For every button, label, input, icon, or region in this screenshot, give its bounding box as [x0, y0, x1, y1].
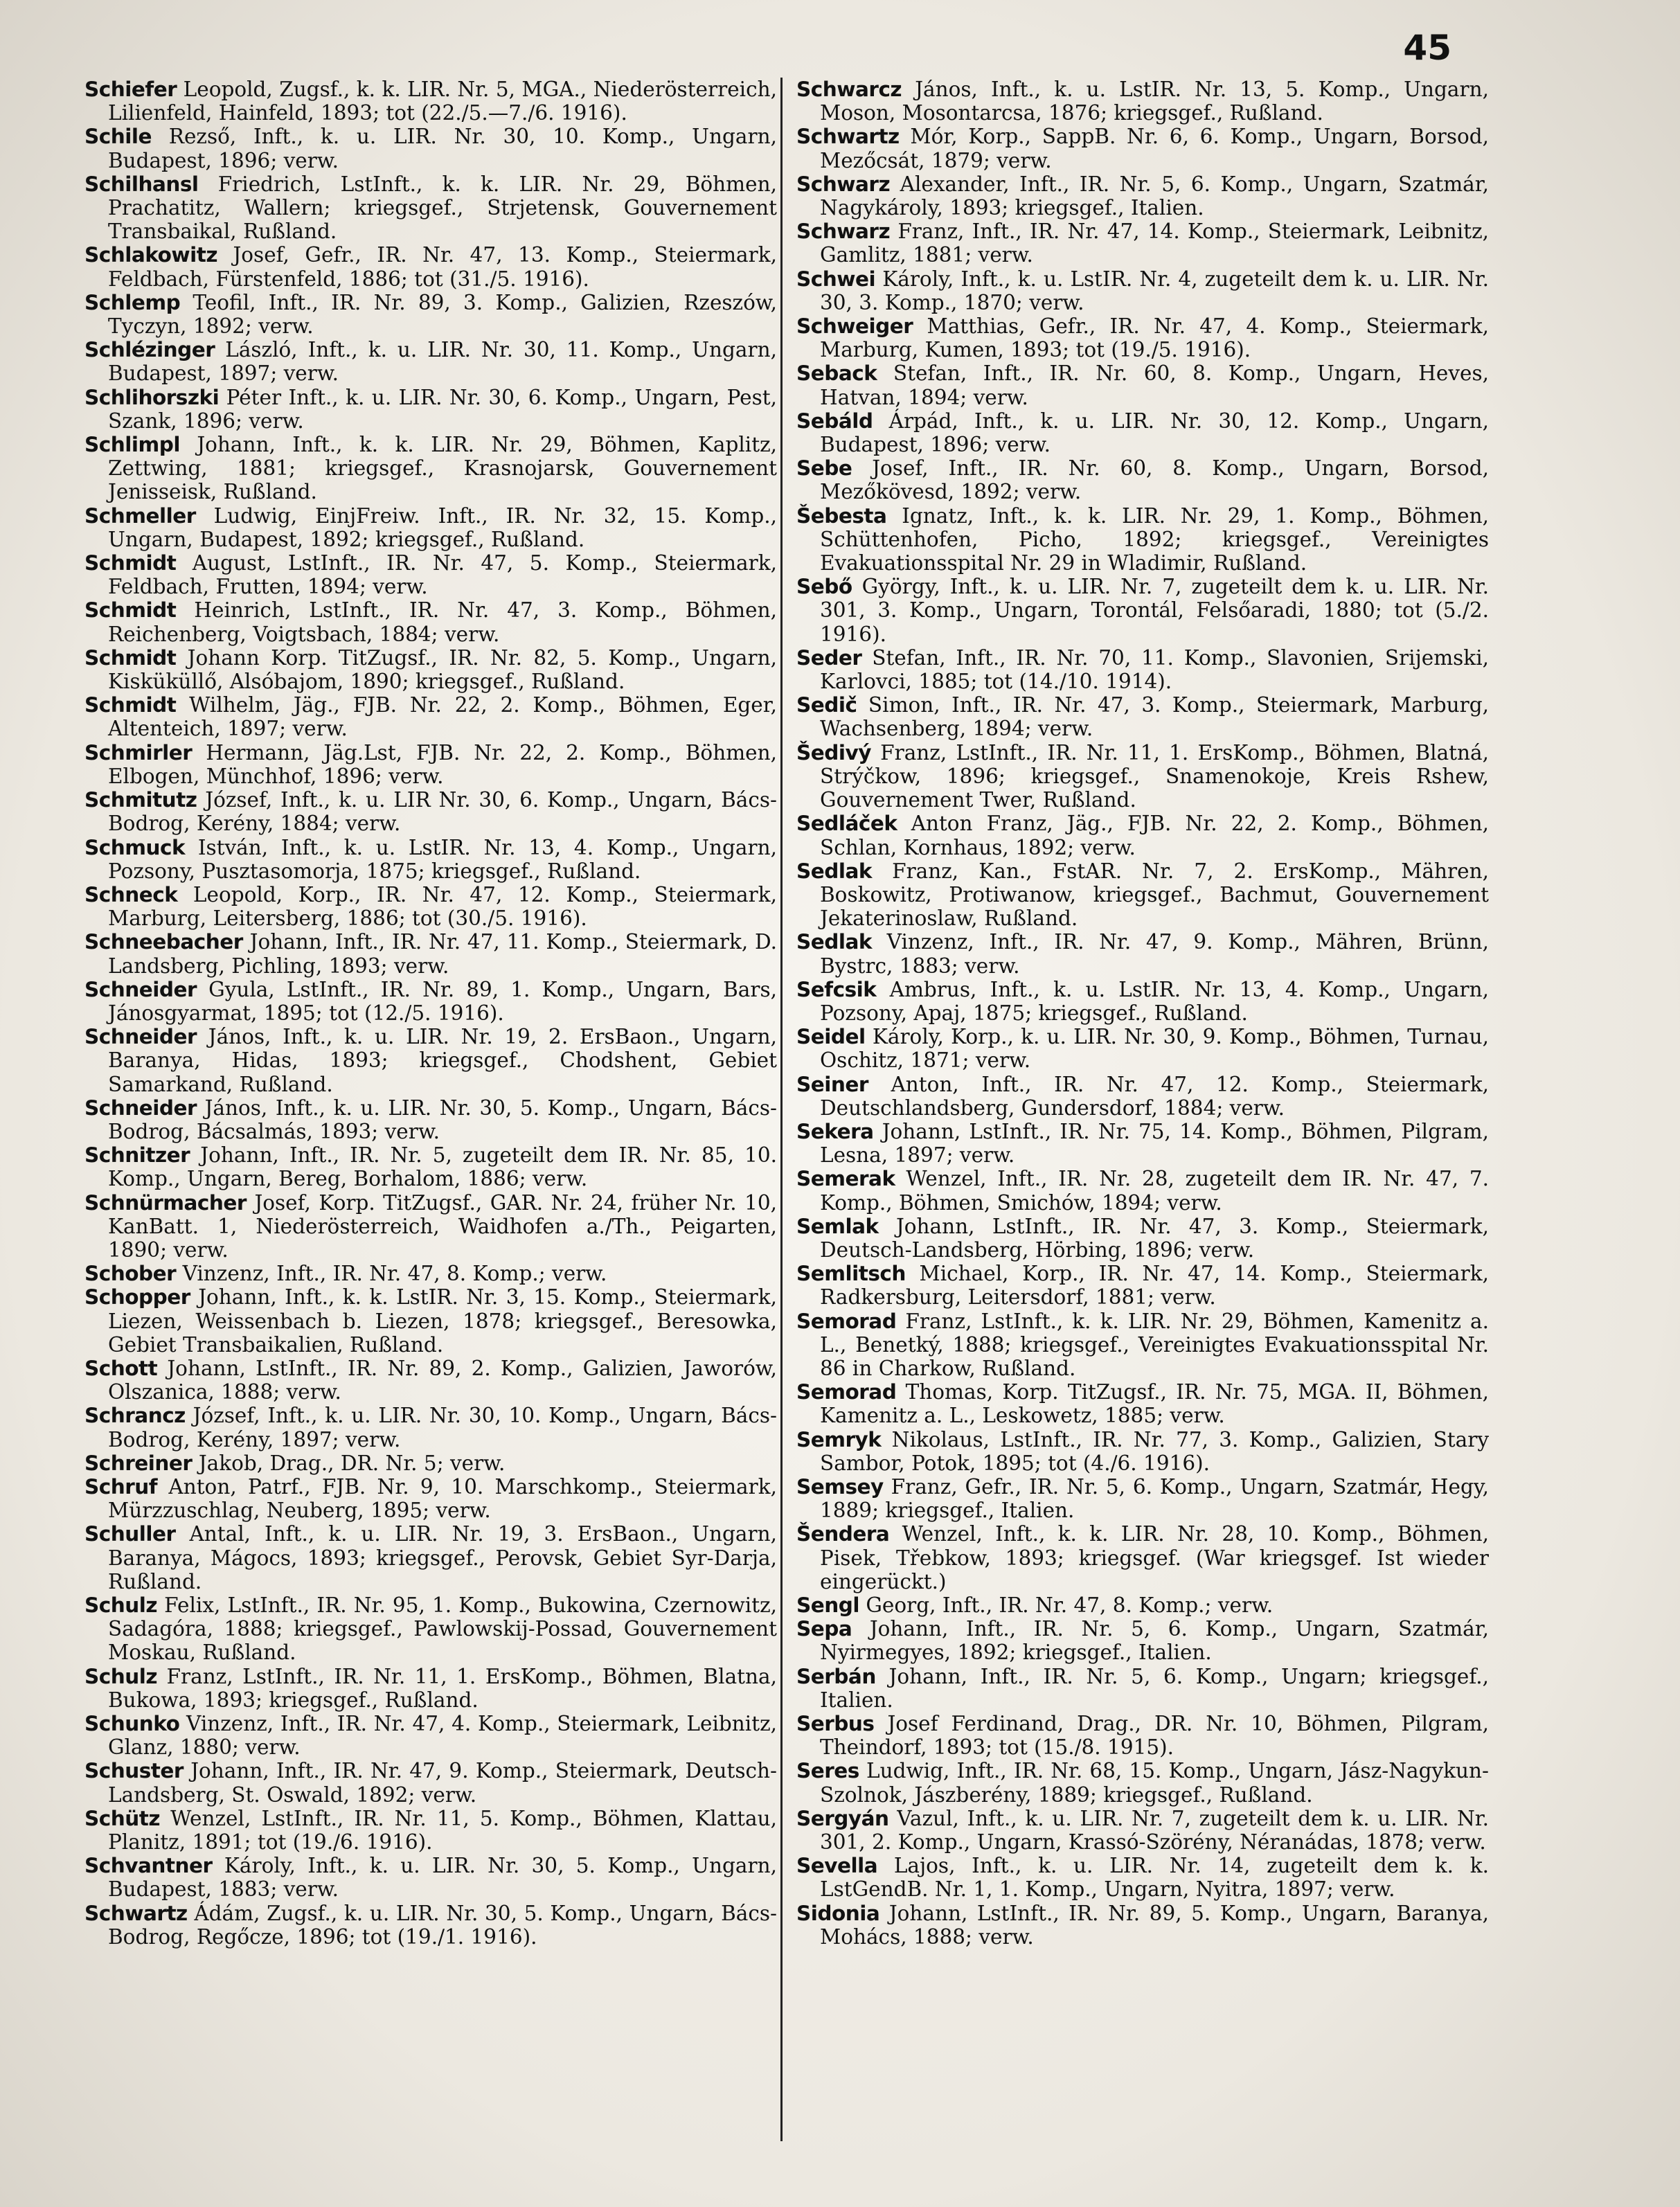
roster-entry: [796, 1522, 1489, 1593]
surname: Schlézinger: [84, 338, 215, 362]
roster-entry: [796, 1120, 1489, 1167]
entry-details: Johann, Inft., IR. Nr. 5, 6. Komp., Ungarn, Szatmár, Nyirmegyes, 1892; kriegsgef., Italien.: [820, 1617, 1489, 1665]
roster-entry: [796, 1380, 1489, 1427]
roster-entry: [84, 172, 777, 244]
entry-details: Rezső, Inft., k. u. LIR. Nr. 30, 10. Komp., Ungarn, Budapest, 1896; verw.: [108, 125, 777, 172]
roster-entry: [796, 812, 1489, 859]
roster-entry: [84, 1357, 777, 1404]
surname: Schlemp: [84, 290, 181, 314]
surname: Šedivý: [796, 740, 871, 765]
surname: Sebe: [796, 456, 852, 481]
roster-entry: [84, 1593, 777, 1665]
surname: Semorad: [796, 1309, 897, 1333]
surname: Sepa: [796, 1617, 852, 1641]
surname: Semlak: [796, 1214, 879, 1238]
entry-details: Ludwig, Inft., IR. Nr. 68, 15. Komp., Ungarn, Jász-Nagykun-Szolnok, Jászberény, 1889; kriegsgef., Rußland.: [820, 1759, 1489, 1807]
entry-details: Michael, Korp., IR. Nr. 47, 14. Komp., Steiermark, Radkersburg, Leitersdorf, 1881; verw.: [820, 1262, 1489, 1310]
roster-entry: [84, 741, 777, 788]
entry-details: Stefan, Inft., IR. Nr. 70, 11. Komp., Slavonien, Srijemski, Karlovci, 1885; tot (14./10. 1914).: [820, 645, 1489, 694]
roster-entry: [84, 433, 777, 504]
entry-details: Johann, LstInft., IR. Nr. 75, 14. Komp., Böhmen, Pilgram, Lesna, 1897; verw.: [820, 1119, 1489, 1168]
roster-entry: [796, 1854, 1489, 1901]
surname: Semorad: [796, 1380, 897, 1404]
roster-entry: [84, 836, 777, 883]
entry-details: Mór, Korp., SappB. Nr. 6, 6. Komp., Ungarn, Borsod, Mezőcsát, 1879; verw.: [820, 125, 1489, 172]
roster-entry: [84, 1096, 777, 1143]
surname: Sedlak: [796, 859, 873, 883]
entry-details: Péter Inft., k. u. LIR. Nr. 30, 6. Komp., Ungarn, Pest, Szank, 1896; verw.: [108, 385, 777, 433]
roster-entry: [84, 1451, 777, 1475]
roster-entry: [796, 1262, 1489, 1309]
entry-details: László, Inft., k. u. LIR. Nr. 30, 11. Komp., Ungarn, Budapest, 1897; verw.: [108, 338, 777, 386]
surname: Schott: [84, 1356, 158, 1380]
entry-details: Johann, Inft., k. k. LIR. Nr. 29, Böhmen, Kaplitz, Zettwing, 1881; kriegsgef., Krasnojarsk, Gouvernement Jenisseisk, Rußland.: [108, 433, 777, 504]
entry-details: Franz, Gefr., IR. Nr. 5, 6. Komp., Ungarn, Szatmár, Hegy, 1889; kriegsgef., Italien.: [820, 1474, 1489, 1523]
roster-entry: [84, 1262, 777, 1285]
entry-details: Vinzenz, Inft., IR. Nr. 47, 8. Komp.; verw.: [176, 1262, 607, 1286]
surname: Schlakowitz: [84, 243, 217, 267]
surname: Schneider: [84, 977, 197, 1001]
entry-details: Vinzenz, Inft., IR. Nr. 47, 4. Komp., Steiermark, Leibnitz, Glanz, 1880; verw.: [108, 1712, 777, 1760]
entry-details: Josef, Korp. TitZugsf., GAR. Nr. 24, früher Nr. 10, KanBatt. 1, Niederösterreich, Waidhofen a./Th., Peigarten, 1890; verw.: [108, 1190, 777, 1262]
surname: Schmirler: [84, 740, 193, 765]
surname: Sebáld: [796, 409, 873, 433]
surname: Serbus: [796, 1712, 875, 1736]
roster-entry: [796, 1167, 1489, 1214]
surname: Schwarcz: [796, 78, 902, 101]
roster-entry: [796, 1593, 1489, 1617]
surname: Seiner: [796, 1072, 868, 1096]
surname: Semerak: [796, 1167, 895, 1191]
entry-details: Hermann, Jäg.Lst, FJB. Nr. 22, 2. Komp., Böhmen, Elbogen, Münchhof, 1896; verw.: [108, 740, 777, 788]
roster-entry: [796, 575, 1489, 646]
surname: Sengl: [796, 1593, 859, 1617]
roster-entry: [84, 386, 777, 433]
entry-details: Leopold, Korp., IR. Nr. 47, 12. Komp., Steiermark, Marburg, Leitersberg, 1886; tot (30./5. 1916).: [108, 882, 777, 931]
surname: Sekera: [796, 1119, 874, 1143]
entry-details: Josef, Inft., IR. Nr. 60, 8. Komp., Ungarn, Borsod, Mezőkövesd, 1892; verw.: [820, 456, 1489, 504]
entry-details: Georg, Inft., IR. Nr. 47, 8. Komp.; verw.: [859, 1593, 1274, 1617]
roster-entry: [84, 1807, 777, 1854]
page-number: 45: [1403, 28, 1451, 68]
surname: Sedláček: [796, 812, 897, 836]
entry-details: Franz, Kan., FstAR. Nr. 7, 2. ErsKomp., Mähren, Boskowitz, Protiwanow, kriegsgef., Bachmut, Gouvernement Jekaterinoslaw, Rußland.: [820, 859, 1489, 931]
entry-details: György, Inft., k. u. LIR. Nr. 7, zugeteilt dem k. u. LIR. Nr. 301, 3. Komp., Ungarn, Torontál, Felsőaradi, 1880; tot (5./2. 1916).: [820, 575, 1489, 646]
right-column: [796, 78, 1489, 1949]
entry-details: August, LstInft., IR. Nr. 47, 5. Komp., Steiermark, Feldbach, Frutten, 1894; verw.: [108, 551, 777, 599]
entry-details: Heinrich, LstInft., IR. Nr. 47, 3. Komp., Böhmen, Reichenberg, Voigtsbach, 1884; verw.: [108, 598, 777, 646]
entry-details: Johann, Inft., IR. Nr. 47, 11. Komp., Steiermark, D. Landsberg, Pichling, 1893; verw.: [108, 930, 777, 978]
entry-details: Lajos, Inft., k. u. LIR. Nr. 14, zugeteilt dem k. k. LstGendB. Nr. 1, 1. Komp., Ungarn, Nyitra, 1897; verw.: [820, 1854, 1489, 1902]
surname: Schneider: [84, 1096, 197, 1120]
roster-entry: [84, 243, 777, 290]
entry-details: Johann, LstInft., IR. Nr. 89, 5. Komp., Ungarn, Baranya, Mohács, 1888; verw.: [820, 1901, 1489, 1949]
entry-details: Franz, LstInft., IR. Nr. 11, 1. ErsKomp., Böhmen, Blatná, Strýčkow, 1896; kriegsgef., Snamenokoje, Kreis Rshew, Gouvernement Twer, Rußland.: [820, 740, 1489, 812]
entry-details: Károly, Korp., k. u. LIR. Nr. 30, 9. Komp., Böhmen, Turnau, Oschitz, 1871; verw.: [820, 1025, 1489, 1073]
roster-entry: [84, 1902, 777, 1949]
roster-entry: [796, 172, 1489, 220]
roster-entry: [796, 78, 1489, 125]
roster-entry: [84, 930, 777, 977]
roster-entry: [84, 1025, 777, 1096]
surname: Serbán: [796, 1664, 876, 1688]
surname: Sidonia: [796, 1901, 880, 1925]
roster-entry: [796, 125, 1489, 172]
roster-entry: [796, 314, 1489, 361]
entry-details: Franz, LstInft., IR. Nr. 11, 1. ErsKomp., Böhmen, Blatna, Bukowa, 1893; kriegsgef., Rußland.: [108, 1664, 777, 1712]
entry-details: Wenzel, Inft., IR. Nr. 28, zugeteilt dem IR. Nr. 47, 7. Komp., Böhmen, Smichów, 1894; verw.: [820, 1167, 1489, 1215]
entry-details: József, Inft., k. u. LIR. Nr. 30, 10. Komp., Ungarn, Bács-Bodrog, Kerény, 1897; verw.: [108, 1404, 777, 1451]
surname: Sebő: [796, 575, 852, 599]
roster-entry: [84, 1285, 777, 1357]
surname: Schnitzer: [84, 1143, 190, 1168]
surname: Schwartz: [796, 125, 900, 149]
surname: Schmeller: [84, 503, 196, 528]
roster-entry: [84, 978, 777, 1025]
surname: Semlitsch: [796, 1262, 906, 1286]
roster-entry: [84, 1854, 777, 1901]
entry-details: István, Inft., k. u. LstIR. Nr. 13, 4. Komp., Ungarn, Pozsony, Pusztasomorja, 1875; kriegsgef., Rußland.: [108, 835, 777, 883]
surname: Schmidt: [84, 645, 177, 670]
surname: Seidel: [796, 1025, 866, 1049]
roster-entry: [796, 1712, 1489, 1759]
entry-details: Jakob, Drag., DR. Nr. 5; verw.: [192, 1451, 506, 1475]
entry-details: Nikolaus, LstInft., IR. Nr. 77, 3. Komp., Galizien, Stary Sambor, Potok, 1895; tot (4./6. 1916).: [820, 1427, 1489, 1475]
entry-details: József, Inft., k. u. LIR Nr. 30, 6. Komp., Ungarn, Bács-Bodrog, Kerény, 1884; verw.: [108, 788, 777, 836]
roster-entry: [796, 220, 1489, 267]
roster-entry: [796, 1073, 1489, 1120]
surname: Schilhansl: [84, 172, 199, 196]
roster-entry: [796, 1428, 1489, 1475]
roster-entry: [796, 1759, 1489, 1806]
surname: Schnürmacher: [84, 1190, 247, 1215]
roster-entry: [84, 788, 777, 835]
surname: Šebesta: [796, 503, 887, 528]
entry-details: Ádám, Zugsf., k. u. LIR. Nr. 30, 5. Komp., Ungarn, Bács-Bodrog, Regőcze, 1896; tot (19./1. 1916).: [108, 1901, 777, 1949]
surname: Schlihorszki: [84, 385, 220, 409]
surname: Schile: [84, 125, 152, 149]
entry-details: Josef Ferdinand, Drag., DR. Nr. 10, Böhmen, Pilgram, Theindorf, 1893; tot (15./8. 1915).: [820, 1712, 1489, 1760]
entry-details: Franz, LstInft., k. k. LIR. Nr. 29, Böhmen, Kamenitz a. L., Benetký, 1888; kriegsgef., Vereinigtes Evakuationsspital Nr. 86 in Charkow, Rußland.: [820, 1309, 1489, 1380]
roster-entry: [84, 338, 777, 385]
roster-entry: [796, 646, 1489, 693]
roster-entry: [796, 859, 1489, 931]
surname: Schmidt: [84, 693, 177, 717]
surname: Schreiner: [84, 1451, 193, 1475]
entry-details: Antal, Inft., k. u. LIR. Nr. 19, 3. ErsBaon., Ungarn, Baranya, Mágocs, 1893; kriegsgef., Perovsk, Gebiet Syr-Darja, Rußland.: [108, 1522, 777, 1593]
entry-details: Ignatz, Inft., k. k. LIR. Nr. 29, 1. Komp., Böhmen, Schüttenhofen, Picho, 1892; kriegsgef., Vereinigtes Evakuationsspital Nr. 29 in Wladimir, Rußland.: [820, 503, 1489, 575]
entry-details: Josef, Gefr., IR. Nr. 47, 13. Komp., Steiermark, Feldbach, Fürstenfeld, 1886; tot (31./5. 1916).: [108, 243, 777, 291]
entry-details: Johann, Inft., k. k. LstIR. Nr. 3, 15. Komp., Steiermark, Liezen, Weissenbach b. Liezen, 1878; kriegsgef., Beresowka, Gebiet Transbaikalien, Rußland.: [108, 1285, 777, 1357]
surname: Schwartz: [84, 1901, 188, 1925]
entry-details: Teofil, Inft., IR. Nr. 89, 3. Komp., Galizien, Rzeszów, Tyczyn, 1892; verw.: [108, 290, 777, 339]
entry-details: Gyula, LstInft., IR. Nr. 89, 1. Komp., Ungarn, Bars, Jánosgyarmat, 1895; tot (12./5. 1916).: [108, 977, 777, 1025]
roster-entry: [796, 409, 1489, 456]
roster-entry: [796, 1807, 1489, 1854]
roster-entry: [84, 1143, 777, 1190]
surname: Schlimpl: [84, 433, 180, 457]
roster-entry: [796, 456, 1489, 503]
roster-entry: [84, 504, 777, 551]
entry-details: Johann, LstInft., IR. Nr. 47, 3. Komp., Steiermark, Deutsch-Landsberg, Hörbing, 1896; verw.: [820, 1214, 1489, 1262]
entry-details: Ludwig, EinjFreiw. Inft., IR. Nr. 32, 15. Komp., Ungarn, Budapest, 1892; kriegsgef., Rußland.: [108, 503, 777, 551]
entry-details: Leopold, Zugsf., k. k. LIR. Nr. 5, MGA., Niederösterreich, Lilienfeld, Hainfeld, 1893; tot (22./5.—7./6. 1916).: [108, 78, 777, 125]
roster-entry: [84, 1404, 777, 1451]
surname: Sefcsik: [796, 977, 877, 1001]
roster-entry: [796, 741, 1489, 812]
entry-details: Anton, Patrf., FJB. Nr. 9, 10. Marschkomp., Steiermark, Mürzzuschlag, Neuberg, 1895; verw.: [108, 1474, 777, 1523]
roster-entry: [796, 1617, 1489, 1664]
surname: Seback: [796, 361, 877, 386]
roster-entry: [796, 693, 1489, 740]
surname: Schneck: [84, 882, 178, 906]
entry-details: Johann, Inft., IR. Nr. 5, 6. Komp., Ungarn; kriegsgef., Italien.: [820, 1664, 1489, 1712]
entry-details: Károly, Inft., k. u. LstIR. Nr. 4, zugeteilt dem k. u. LIR. Nr. 30, 3. Komp., 1870; verw.: [820, 267, 1489, 314]
roster-entry: [796, 1665, 1489, 1712]
entry-details: Johann, LstInft., IR. Nr. 89, 2. Komp., Galizien, Jaworów, Olszanica, 1888; verw.: [108, 1356, 777, 1404]
surname: Schulz: [84, 1593, 158, 1617]
surname: Seder: [796, 645, 862, 670]
entry-details: Árpád, Inft., k. u. LIR. Nr. 30, 12. Komp., Ungarn, Budapest, 1896; verw.: [820, 409, 1489, 457]
entry-details: Johann Korp. TitZugsf., IR. Nr. 82, 5. Komp., Ungarn, Kisküküllő, Alsóbajom, 1890; kriegsgef., Rußland.: [108, 645, 777, 694]
entry-details: Thomas, Korp. TitZugsf., IR. Nr. 75, MGA. II, Böhmen, Kamenitz a. L., Leskowetz, 1885; verw.: [820, 1380, 1489, 1428]
roster-entry: [796, 1475, 1489, 1522]
roster-entry: [84, 78, 777, 125]
roster-entry: [796, 978, 1489, 1025]
roster-entry: [84, 1712, 777, 1759]
entry-details: Stefan, Inft., IR. Nr. 60, 8. Komp., Ungarn, Heves, Hatvan, 1894; verw.: [820, 361, 1489, 409]
entry-details: Anton Franz, Jäg., FJB. Nr. 22, 2. Komp., Böhmen, Schlan, Kornhaus, 1892; verw.: [820, 812, 1489, 859]
entry-details: János, Inft., k. u. LIR. Nr. 19, 2. ErsBaon., Ungarn, Baranya, Hidas, 1893; kriegsgef., Chodshent, Gebiet Samarkand, Rußland.: [108, 1025, 777, 1096]
surname: Schrancz: [84, 1404, 186, 1428]
entry-details: Vinzenz, Inft., IR. Nr. 47, 9. Komp., Mähren, Brünn, Bystrc, 1883; verw.: [820, 930, 1489, 978]
surname: Schwarz: [796, 172, 891, 196]
entry-details: Felix, LstInft., IR. Nr. 95, 1. Komp., Bukowina, Czernowitz, Sadagóra, 1888; kriegsgef., Pawlowskij-Possad, Gouvernement Moskau, Rußland.: [108, 1593, 777, 1665]
surname: Seres: [796, 1759, 859, 1783]
entry-details: Wenzel, LstInft., IR. Nr. 11, 5. Komp., Böhmen, Klattau, Planitz, 1891; tot (19./6. 1916).: [108, 1806, 777, 1855]
surname: Schuller: [84, 1522, 176, 1546]
surname: Semsey: [796, 1474, 884, 1499]
roster-entry: [796, 361, 1489, 409]
surname: Schwarz: [796, 220, 891, 244]
surname: Schunko: [84, 1712, 180, 1736]
surname: Sedič: [796, 693, 857, 717]
roster-entry: [796, 1310, 1489, 1381]
roster-entry: [84, 1759, 777, 1806]
entry-details: Ambrus, Inft., k. u. LstIR. Nr. 13, 4. Komp., Ungarn, Pozsony, Apaj, 1875; kriegsgef., Rußland.: [820, 977, 1489, 1025]
roster-entry: [796, 930, 1489, 977]
entry-details: Wilhelm, Jäg., FJB. Nr. 22, 2. Komp., Böhmen, Eger, Altenteich, 1897; verw.: [108, 693, 777, 741]
surname: Sedlak: [796, 930, 873, 954]
entry-details: János, Inft., k. u. LstIR. Nr. 13, 5. Komp., Ungarn, Moson, Mosontarcsa, 1876; kriegsgef., Rußland.: [820, 78, 1489, 125]
roster-entry: [84, 291, 777, 338]
surname: Schulz: [84, 1664, 158, 1688]
entry-details: Alexander, Inft., IR. Nr. 5, 6. Komp., Ungarn, Szatmár, Nagykároly, 1893; kriegsgef., Italien.: [820, 172, 1489, 220]
surname: Schneebacher: [84, 930, 243, 954]
surname: Schütz: [84, 1806, 161, 1830]
roster-entry: [796, 1215, 1489, 1262]
roster-entry: [796, 267, 1489, 314]
roster-entry: [84, 693, 777, 740]
roster-entry: [84, 1522, 777, 1593]
entry-details: Friedrich, LstInft., k. k. LIR. Nr. 29, Böhmen, Prachatitz, Wallern; kriegsgef., Strjetensk, Gouvernement Transbaikal, Rußland.: [108, 172, 777, 244]
surname: Šendera: [796, 1522, 890, 1546]
roster-entry: [84, 125, 777, 172]
entry-details: Anton, Inft., IR. Nr. 47, 12. Komp., Steiermark, Deutschlandsberg, Gundersdorf, 1884; verw.: [820, 1072, 1489, 1120]
surname: Schmidt: [84, 598, 177, 623]
entry-details: Johann, Inft., IR. Nr. 5, zugeteilt dem IR. Nr. 85, 10. Komp., Ungarn, Bereg, Borhalom, 1886; verw.: [108, 1143, 777, 1191]
surname: Schober: [84, 1262, 177, 1286]
surname: Schuster: [84, 1759, 184, 1783]
entry-details: János, Inft., k. u. LIR. Nr. 30, 5. Komp., Ungarn, Bács-Bodrog, Bácsalmás, 1893; verw.: [108, 1096, 777, 1143]
surname: Schopper: [84, 1285, 190, 1310]
left-column: [84, 78, 777, 1949]
column-divider: [780, 78, 783, 2141]
entry-details: Károly, Inft., k. u. LIR. Nr. 30, 5. Komp., Ungarn, Budapest, 1883; verw.: [108, 1854, 777, 1902]
roster-entry: [796, 504, 1489, 575]
entry-details: Johann, Inft., IR. Nr. 47, 9. Komp., Steiermark, Deutsch-Landsberg, St. Oswald, 1892; verw.: [108, 1759, 777, 1807]
entry-details: Wenzel, Inft., k. k. LIR. Nr. 28, 10. Komp., Böhmen, Pisek, Třebkow, 1893; kriegsgef. (War kriegsgef. Ist wieder eingerückt.): [820, 1522, 1489, 1593]
surname: Schmitutz: [84, 788, 197, 812]
surname: Semryk: [796, 1427, 882, 1451]
roster-entry: [84, 1665, 777, 1712]
roster-entry: [84, 598, 777, 645]
surname: Schmidt: [84, 551, 177, 575]
entry-details: Simon, Inft., IR. Nr. 47, 3. Komp., Steiermark, Marburg, Wachsenberg, 1894; verw.: [820, 693, 1489, 741]
roster-entry: [796, 1902, 1489, 1949]
surname: Sevella: [796, 1854, 878, 1878]
roster-entry: [796, 1025, 1489, 1072]
roster-entry: [84, 883, 777, 930]
entry-details: Vazul, Inft., k. u. LIR. Nr. 7, zugeteilt dem k. u. LIR. Nr. 301, 2. Komp., Ungarn, Krassó-Szörény, Néranádas, 1878; verw.: [820, 1806, 1489, 1855]
surname: Sergyán: [796, 1806, 889, 1830]
roster-entry: [84, 551, 777, 598]
surname: Schweiger: [796, 314, 913, 339]
surname: Schneider: [84, 1025, 197, 1049]
roster-entry: [84, 646, 777, 693]
roster-entry: [84, 1475, 777, 1522]
entry-details: Franz, Inft., IR. Nr. 47, 14. Komp., Steiermark, Leibnitz, Gamlitz, 1881; verw.: [820, 220, 1489, 267]
surname: Schvantner: [84, 1854, 213, 1878]
surname: Schwei: [796, 267, 876, 291]
entry-details: Matthias, Gefr., IR. Nr. 47, 4. Komp., Steiermark, Marburg, Kumen, 1893; tot (19./5. 1916).: [820, 314, 1489, 362]
surname: Schmuck: [84, 835, 186, 859]
surname: Schruf: [84, 1474, 158, 1499]
surname: Schiefer: [84, 78, 177, 101]
roster-entry: [84, 1191, 777, 1262]
